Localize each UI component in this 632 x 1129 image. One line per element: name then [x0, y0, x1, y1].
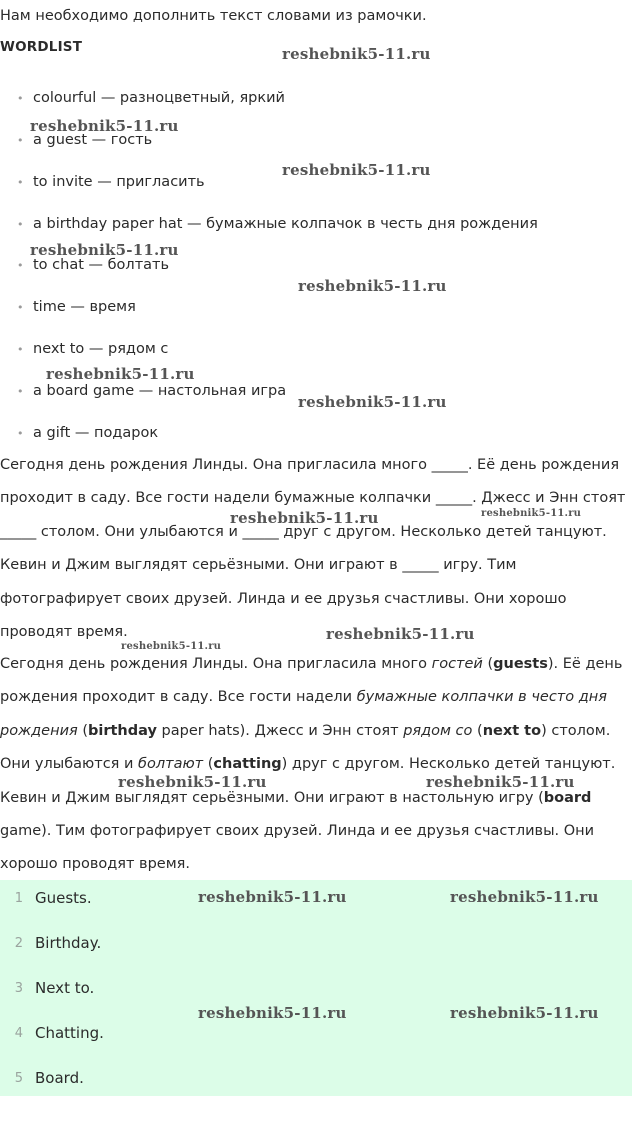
watermark: reshebnik5-11.ru: [450, 1004, 599, 1022]
bullet-icon: •: [17, 300, 24, 314]
watermark: reshebnik5-11.ru: [481, 508, 582, 519]
wordlist-item: • to chat — болтать: [17, 257, 170, 273]
wordlist-item: • to invite — пригласить: [17, 174, 205, 190]
watermark: reshebnik5-11.ru: [450, 888, 599, 906]
wordlist-item: • a gift — подарок: [17, 425, 159, 441]
wordlist-item: • next to — рядом с: [17, 341, 169, 357]
answer-item: [0, 976, 94, 1000]
watermark: reshebnik5-11.ru: [230, 509, 379, 527]
watermark: reshebnik5-11.ru: [282, 161, 431, 179]
bullet-icon: •: [17, 384, 24, 398]
watermark: reshebnik5-11.ru: [298, 277, 447, 295]
answer-item: [0, 931, 101, 955]
wordlist-item: • colourful — разноцветный, яркий: [17, 90, 285, 106]
wordlist-item: • time — время: [17, 299, 136, 315]
answer-item: [0, 1066, 84, 1090]
answer-label: Chatting.: [35, 1024, 104, 1042]
wordlist-item: • a birthday paper hat — бумажные колпачок в честь дня рождения: [17, 216, 538, 232]
bullet-icon: •: [17, 426, 24, 440]
wordlist-title: WORDLIST: [0, 39, 83, 55]
answer-text: Сегодня день рождения Линды. Она пригласила много гостей (guests). Её день рождения проходит в саду. Все гости надели бумажные колпачки в често дня рождения (birthday paper hats). Джесс и Энн стоят рядом со (next to) столом. Они улыбаются и болтают (chatting) друг с другом. Несколько детей танцуют. Кевин и Джим выглядят серьёзными. Они играют в настольную игру (board game). Тим фотографирует своих друзей. Линда и ее друзья счастливы. Они хорошо проводят время.: [0, 656, 623, 873]
answer-number: 5: [14, 1070, 23, 1086]
bullet-icon: •: [17, 133, 24, 147]
watermark: reshebnik5-11.ru: [198, 888, 347, 906]
watermark: reshebnik5-11.ru: [30, 117, 179, 135]
watermark: reshebnik5-11.ru: [298, 393, 447, 411]
task-instruction: Нам необходимо дополнить текст словами из рамочки.: [0, 8, 427, 24]
watermark: reshebnik5-11.ru: [426, 773, 575, 791]
answer-label: Board.: [35, 1069, 84, 1087]
bullet-icon: •: [17, 342, 24, 356]
watermark: reshebnik5-11.ru: [30, 241, 179, 259]
watermark: reshebnik5-11.ru: [121, 641, 222, 652]
answer-label: Next to.: [35, 979, 95, 997]
answer-number: 4: [14, 1025, 23, 1041]
answers-list: [0, 880, 632, 1096]
watermark: reshebnik5-11.ru: [198, 1004, 347, 1022]
answer-label: Birthday.: [35, 934, 102, 952]
gapped-text: Сегодня день рождения Линды. Она пригласила много _____. Её день рождения проходит в саду. Все гости надели бумажные колпачки _____. Джесс и Энн стоят _____ столом. Они улыбаются и _____ друг с другом. Несколько детей танцуют. Кевин и Джим выглядят серьёзными. Они играют в _____ игру. Тим фотографирует своих друзей. Линда и ее друзья счастливы. Они хорошо проводят время.: [0, 457, 626, 641]
bullet-icon: •: [17, 217, 24, 231]
bullet-icon: •: [17, 258, 24, 272]
bullet-icon: •: [17, 91, 24, 105]
watermark: reshebnik5-11.ru: [46, 365, 195, 383]
answer-number: 3: [14, 980, 23, 996]
wordlist-item: • a guest — гость: [17, 132, 153, 148]
wordlist-item: • a board game — настольная игра: [17, 383, 287, 399]
answer-item: [0, 1021, 104, 1045]
watermark: reshebnik5-11.ru: [326, 625, 475, 643]
bullet-icon: •: [17, 175, 24, 189]
answer-number: 2: [14, 935, 23, 951]
watermark: reshebnik5-11.ru: [118, 773, 267, 791]
answer-label: Guests.: [35, 889, 92, 907]
watermark: reshebnik5-11.ru: [282, 45, 431, 63]
answer-item: [0, 886, 92, 910]
answer-number: 1: [14, 890, 23, 906]
